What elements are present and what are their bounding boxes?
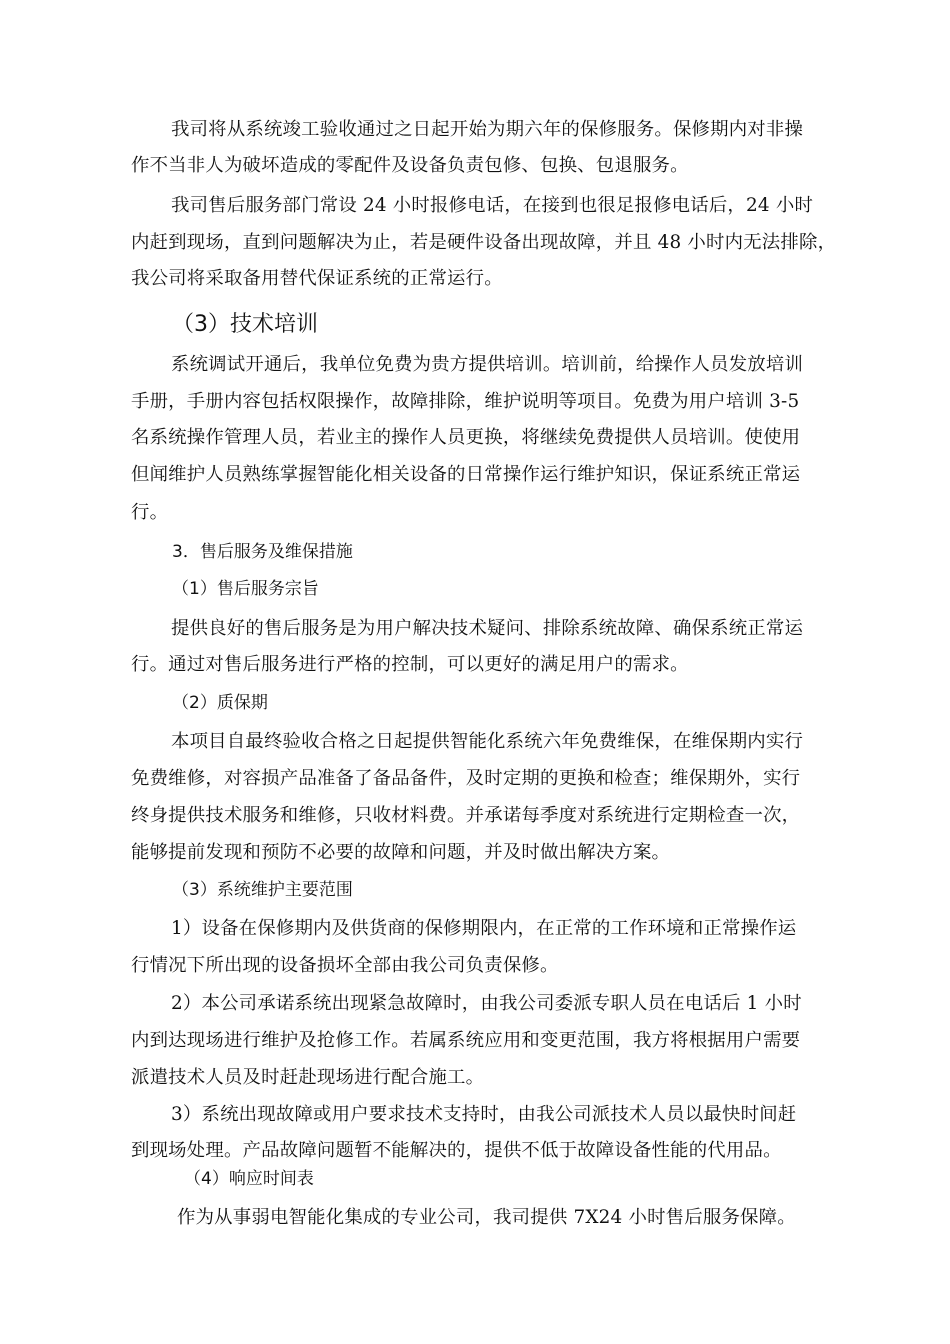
paragraph-hotline-line: 我司售后服务部门常设 24 小时报修电话，在接到也很足报修电话后，24 小时 (171, 195, 814, 216)
heading-response-time: （4）响应时间表 (184, 1169, 314, 1189)
paragraph-training-line: 但闻维护人员熟练掌握智能化相关设备的日常操作运行维护知识，保证系统正常运 (131, 464, 801, 485)
paragraph-warranty-period-line: 本项目自最终验收合格之日起提供智能化系统六年免费维保，在维保期内实行 (171, 731, 804, 752)
paragraph-scope-item-2-line: 内到达现场进行维护及抢修工作。若属系统应用和变更范围，我方将根据用户需要 (131, 1030, 801, 1051)
paragraph-scope-item-3-line: 3）系统出现故障或用户要求技术支持时，由我公司派技术人员以最快时间赶 (171, 1104, 797, 1125)
paragraph-hotline-line: 我公司将采取备用替代保证系统的正常运行。 (131, 268, 503, 289)
paragraph-hotline-line: 内赶到现场，直到问题解决为止，若是硬件设备出现故障，并且 48 小时内无法排除， (131, 232, 837, 253)
paragraph-scope-item-1-line: 行情况下所出现的设备损坏全部由我公司负责保修。 (131, 955, 559, 976)
paragraph-response-line: 作为从事弱电智能化集成的专业公司，我司提供 7X24 小时售后服务保障。 (177, 1207, 796, 1228)
paragraph-scope-item-3-line: 到现场处理。产品故障问题暂不能解决的，提供不低于故障设备性能的代用品。 (131, 1140, 782, 1161)
paragraph-scope-item-1-line: 1）设备在保修期内及供货商的保修期限内，在正常的工作环境和正常操作运 (171, 918, 797, 939)
paragraph-warranty-line: 作不当非人为破坏造成的零配件及设备负责包修、包换、包退服务。 (131, 155, 689, 176)
heading-technical-training: （3）技术培训 (172, 312, 318, 337)
paragraph-warranty-period-line: 终身提供技术服务和维修，只收材料费。并承诺每季度对系统进行定期检查一次， (131, 805, 801, 826)
paragraph-training-line: 手册，手册内容包括权限操作，故障排除，维护说明等项目。免费为用户培训 3-5 (131, 391, 800, 412)
paragraph-warranty-period-line: 能够提前发现和预防不必要的故障和问题，并及时做出解决方案。 (131, 842, 671, 863)
heading-warranty-period: （2）质保期 (172, 693, 268, 713)
paragraph-purpose-line: 提供良好的售后服务是为用户解决技术疑问、排除系统故障、确保系统正常运 (171, 618, 804, 639)
paragraph-scope-item-2-line: 派遣技术人员及时赶赴现场进行配合施工。 (131, 1067, 485, 1088)
paragraph-training-line: 名系统操作管理人员，若业主的操作人员更换，将继续免费提供人员培训。使使用 (131, 427, 801, 448)
paragraph-warranty-period-line: 免费维修，对容损产品准备了备品备件，及时定期的更换和检查；维保期外，实行 (131, 768, 801, 789)
paragraph-training-line: 系统调试开通后，我单位免费为贵方提供培训。培训前，给操作人员发放培训 (171, 354, 804, 375)
paragraph-training-line: 行。 (131, 502, 169, 523)
heading-section-3: 3．售后服务及维保措施 (172, 542, 353, 562)
heading-service-purpose: （1）售后服务宗旨 (172, 579, 319, 599)
paragraph-scope-item-2-line: 2）本公司承诺系统出现紧急故障时，由我公司委派专职人员在电话后 1 小时 (171, 993, 802, 1014)
paragraph-warranty-line: 我司将从系统竣工验收通过之日起开始为期六年的保修服务。保修期内对非操 (171, 119, 804, 140)
heading-maintenance-scope: （3）系统维护主要范围 (172, 880, 353, 900)
paragraph-purpose-line: 行。通过对售后服务进行严格的控制，可以更好的满足用户的需求。 (131, 654, 689, 675)
